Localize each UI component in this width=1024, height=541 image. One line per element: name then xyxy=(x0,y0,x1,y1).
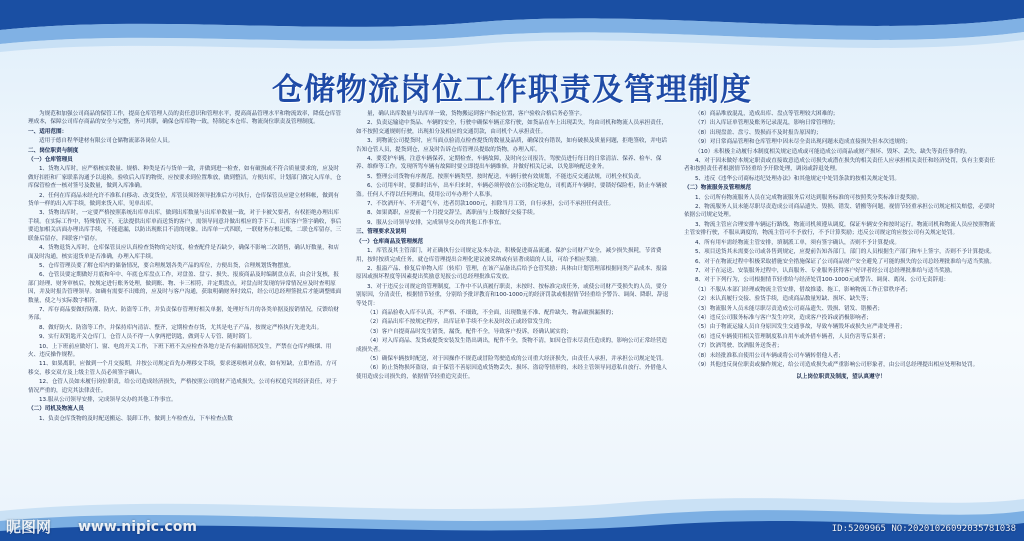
paragraph: 3、物流主管应合理安排车辆运行路线，物流司机须遵从调度，保证车辆安全和按时运行。物流司机和物流人员应按照物流主管安排行驶，不服从调度的，物流主管可不予放行，不予计算奖励；违反公司规定的应按公司有关规定处罚。 xyxy=(684,221,996,237)
paragraph: （4）对入库商品、发货或提货安装发生错出调出，配件不全，货物不清，如因仓管未尽责任造成的，影响公司正常经营造成损失者。 xyxy=(356,338,668,353)
paragraph: 6、对于在物流过程中积极采取措施安全措施保证了公司商品财产安全避免了可能的损失的公司总经理批准给与适当奖励。 xyxy=(695,258,996,265)
paragraph: 5、整理公司货物有序规范，按照车辆类型，按时配送，车辆行驶有效规划，不能违反交通法规，司机全权负责。 xyxy=(367,173,645,180)
paragraph: 3、对于违反公司规定的管理制度，工作中不认真履行职责，未按时、按标准完成任务，或使公司财产受损失的人员，要分别原因，分清责任，根据情节轻重，分别给予批评教育和100-1000元的经济罚款或根据情节轻重给予警告、调岗、降职、辞退等处罚： xyxy=(356,283,669,307)
paragraph: 1、货物入库时，应严格核实数量、规格、种类是否与货单一致，并做到进一检查，如有破损或不符合质量要求的，应及时做好扣拒和厂家联系沟通予以退换。验收后入库的物资，应按要求到位置堆放，做到整洁，方便出库，计划部门做完入库单，仓库保管检查一核对签号及数量，做到入库准确。 xyxy=(28,166,342,190)
paragraph: 1、负责仓库货物的及时配送搬运、装卸工作，做到上车检查点，下车检查点数 xyxy=(39,415,233,422)
paragraph: 1、公司所有物流服务人员在完成物流服务后对达到服务标准的可按照奖分奖标准计提奖励。 xyxy=(695,194,923,201)
section-heading: （一）仓库管理员 xyxy=(28,157,73,164)
section-heading: 二、岗位职责与制度 xyxy=(28,147,79,154)
paragraph: （5）确保车辆按时配送，对于因操作不规范或冒险驾驶造成的公司重大经济损失，由责任人承担，并承担公司规定处罚。 xyxy=(367,355,668,362)
paragraph: 10、上下班前应做好门、窗、电的开关工作，下班下班不关应检查各地方是否有漏雨情况发生，严禁在仓库内吸烟、用火、违反操作规程。 xyxy=(28,343,332,358)
top-wave-decoration xyxy=(0,0,1024,70)
paragraph: （3）客户自提商品时发生错货，漏货，配件不全，导致客户投诉，经确认属实的； xyxy=(367,328,572,335)
paragraph: （2）未认真履行交接、验货手续，造成商品数量短缺、损坏、缺失等； xyxy=(695,296,872,303)
paragraph: 7、对于在运送、安装服务过程中，认真服务、专业服务获得客户好评者经公司总经理批准给与适当奖励。 xyxy=(695,267,956,274)
paragraph: 2、报溢产品、修复后单物入库（转库）管理，在该产品备出后给予仓管奖励；具体由计划管理部根据同类产品成本、报溢原因或损坏程度等因素提出奖励意见报公司总经理批准后发放。 xyxy=(356,265,668,281)
paragraph: （7）出入库证单管理及账务记录混乱，影响日常管理的； xyxy=(695,120,839,127)
section-heading: （二）物流服务及管理规范 xyxy=(684,185,752,192)
paragraph: 5、仓库管理员要了解仓库内的储备情况，要合理规划各类产品的库位，方便出货，合理规划货物摆放。 xyxy=(39,262,295,269)
paragraph: 8、做好防火、防盗等工作，并保持库内清洁、整齐，定期检查存货，尤其是电子产品，按规定严格执行先进先出。 xyxy=(39,324,323,331)
paragraph: 2、负责运输途中货品、车辆的安全，行驶中确保车辆正常行驶，如货品在车上出现丢失，均由司机和物流人员承担责任，如不按照交通规则行驶，出现扣分及相应的交通罚款，由司机个人承担责任。 xyxy=(356,120,668,135)
paragraph: （4）违反公司服务标准与客户发生冲突，造成客户投诉或消极影响者； xyxy=(695,314,872,321)
paragraph: 6、公司用车时，要准时出车，出车归来时，车辆必须停放在公司指定地点，司机离开车辆时，要锁好保险柜，防止车辆被盗。任何人不得以任何理由，使用公司车办理个人私事。 xyxy=(356,183,668,198)
section-heading: （一）仓库商品及管理规范 xyxy=(356,238,424,245)
paragraph: （9）对日常商品管理和仓库管理中因未尽全责出现问题未造成直接损失但本次违规的； xyxy=(695,139,912,146)
content-columns xyxy=(28,110,998,510)
paragraph: 8、对于下列行为，公司根据情节轻重给与经济处罚100-1000元或警告、调岗、离岗、公司无责辞退： xyxy=(695,277,950,284)
paragraph: 7、库存商品要做好防潮、防火、防盗等工作，并负责保存管理好相关单据，处理好当月的各类单据及报销情况，反馈给财务部。 xyxy=(28,306,340,322)
closing-line: 以上岗位职责及制度，望认真遵守！ xyxy=(796,374,886,381)
paragraph: 3、货物出库时，一定要严格按照系统出库单出库，做到出库数量与出库单数量一致，对于卡被欠要者，有权拒绝办理出库手续。在实际工作中，特殊情况下，无法提供出库单而送货的客户，需领导同意并做出相应的手下工，出库客户签字确收，事后要追加相关店面办理出库手续，不能遗漏，以防出现账目不清的现象。出库单一式四联，一联财务存根记账，二联仓库留存，三联备后留存，四联客户留存。 xyxy=(28,210,342,242)
paragraph: （6）违反车辆使用相关管理制度私自用车或外借车辆者，人员伤害等后果者； xyxy=(695,333,889,340)
paragraph: （7）饮酒驾驶、饮酒服务送货者； xyxy=(695,343,783,350)
paragraph: （8）未经批准私自使用公司车辆或将公司车辆转借他人者； xyxy=(695,352,844,359)
column-3 xyxy=(684,110,998,510)
paragraph: 1、库管及其主管部门，对正确执行公司规定及本办法，积极促进商品流通、保护公司财产安全，减少损失损耗，节省费用，按时按质完成任务，就仓库管理提出合理化建议被采纳或有显著成绩的人员，可给予相应奖励。 xyxy=(356,248,662,263)
paragraph: 4、要爱护车辆，注意车辆保养，定期检查，车辆故障，及时向公司报告，驾驶员进行每日的日常清洁、保养、检车、保养、维修等工作。发现所驾车辆有故障时要立即提出车辆维修，并做好相关记录，以免影响配送业务。 xyxy=(356,156,662,171)
paragraph: 量，确认出库数量与出库单一致，货物搬运到客户指定位置，客户验收合格后务必签字。 xyxy=(367,111,586,117)
paragraph: （1）商品验收入库不认真，不严格、不细致，不全面，出现数量不准、配件缺失、物品破损漏损的； xyxy=(367,309,617,316)
paragraph: 3、到物流公司提货时，应当面点验清点检查提货的数量及品质，确保没有错误，如有破损及质量问题，拒绝签收，并电话告知仓管人员，提货到仓，应及时告诉仓库管理员提取的货物，办理入库。 xyxy=(356,138,668,153)
paragraph: 为规范和加强公司商品的保管工作，提高仓库管理人员的责任意识和管理水平，提高商品管理水平和物流效率，降低仓库管理成本，保障公司库存商品的安全与完整，务可其职，确保仓库库物一致，特制定本仓库、物流岗位职责及管理制度。 xyxy=(28,111,342,126)
column-1 xyxy=(28,110,342,510)
paragraph: 5、违反《违华公司商标违纪处理办法》和其他规定中处罚条款的按相关规定处罚。 xyxy=(695,175,900,182)
paragraph: 5、项目送货其未需要公司或各售到规定，应提前告知各部门，部门的人员根据生产部门和车上签字，否则不予计算提成。 xyxy=(695,249,996,256)
paragraph: 4、对于因未做好本规定职责或直接故意造成公司损失或潜在损失的相关责任人应承担相关责任和经济处罚，负有主要责任者和按照责任者根据情节轻重给予开除处理，调岗或辞退处理。 xyxy=(684,158,996,173)
watermark-logo: 昵图网 xyxy=(6,518,52,536)
paragraph: 2、任何在库商品未经允许不准私自移动、改变货位，库管员须经领导批准后方可执行，仓库保管员应建立材料帐，做到有货单一样的出入库手续，做到来货入库，见单出库。 xyxy=(28,192,340,208)
paragraph: 适用于德自程华建材有限公司仓储物流部各岗位人员。 xyxy=(39,138,174,145)
paragraph: （6）商品堆放混乱，造成出库、盘点等管理较大困难的； xyxy=(695,111,839,117)
paragraph: 9、服从公司领导安排，完成领导交办的其他工作事宜。 xyxy=(367,219,505,226)
paragraph: 2、物流服务人员未能尽职尽责造成公司商品遗失、毁损、错发、错搬等问题，视情节轻重承担公司规定相关赔偿，必要时依据公司规定处理。 xyxy=(684,204,996,219)
paragraph: （6）防止货物损坏盗窃，由于保管不善原因造成货物丢失、损坏、盗窃等情形的，未经主管领导同意私自放行、外借他人使用造成公司损失的，依据情节轻重追究责任。 xyxy=(356,365,668,380)
paragraph: 7、不饮酒开车、不开超气车，违者罚款1000元，扣除当月工资，自行承担，公司不承担任何责任。 xyxy=(367,201,615,208)
paragraph: （9）其他违反岗位职责或操作规定，给公司造成损失或严重影响公司形象者，由公司总经理提出相应处理和处罚。 xyxy=(695,361,979,368)
paragraph: （10）未积极主动履行本制度相关规定造成或可能造成公司商品或财产损坏、毁坏、丢失、缺失等责任事件的。 xyxy=(695,148,971,155)
paragraph: （8）出现盘盈、盘亏、毁损而不及时报告原因的； xyxy=(695,129,822,136)
section-heading: （二）司机及物流人员 xyxy=(28,406,84,413)
section-heading: 三、管理要求及说明 xyxy=(356,229,407,236)
paragraph: （5）由于物流运输人员自身原因发生交通事故，导致车辆毁坏或损失应严肃处理者； xyxy=(695,324,906,331)
column-2 xyxy=(356,110,670,510)
paragraph: 9、实行双钥匙开关仓库门，仓管人员不得一人拿两把钥匙，做到专人专管、随时锁门。 xyxy=(39,334,256,341)
watermark-url: www.nipic.com xyxy=(78,519,197,535)
paragraph: （1）不服从本部门经理或物流主管安排，借故推诿、拖工，影响物流工作正常秩序者； xyxy=(695,286,912,293)
section-heading: 一、适用范围： xyxy=(28,128,68,135)
paragraph: 13.服从公司领导安排，完成领导交办的其他工作事宜。 xyxy=(39,397,177,403)
watermark-id: ID:5209965 NO:20201026092035781038 xyxy=(831,524,1016,534)
paragraph: （3）物流服务人员未能尽职尽责造成公司商品遗失、毁损、错发、错搬者； xyxy=(695,305,884,312)
paragraph: 4、货物退货入库时，仓库保管员应认真检查货物的完好度，检查配件是否缺少，确保不影响二次销售，确认好数量，和店面及时沟通，核实退货单是否准确，办理入库手续。 xyxy=(28,245,340,260)
paragraph: 4、所有用车需经物流主管安排，填制派工单，须有签字确认，否则不予计算提成。 xyxy=(695,239,900,246)
paragraph: 12、仓管人员如未履行岗位职责，给公司造成经济损失，严格按照公司的财产造成损失，公司有权追究其经济责任，对于情况严重的，追究其法律责任。 xyxy=(28,379,337,394)
paragraph: （2）商品出库不按规定程序，出库证单手续不全未及时改正或经常发生的； xyxy=(367,319,556,326)
paragraph: 8、如果离职，应提前一个月提交辞呈，离职前与上级做好交接手续。 xyxy=(367,210,539,217)
paragraph: 11、如果离职，应做到一个月交接期，并按公司规定首先办理移交手续，要求逐项核对点收，如有短缺，立即查清，方可移交，移交双方及上级主管人员必须签字确认。 xyxy=(28,361,337,376)
page-title: 仓储物流岗位工作职责及管理制度 xyxy=(272,72,752,108)
paragraph: 6、仓管员要定期做好月底和年中、年底仓库盘点工作，对盘盈、盘亏、损失、报废商品及时编制盘点表，由会计复核，报部门经理、财务审核后，按规定进行账务处理，做到账、物、卡三相符，并定期盘点，对盘点时发现的异常情况应及时查明原因，并及时报告管理领导。如确有需要不出账的，应及时与客户沟通，获取明确财务时效后，经公司总经理签批后才能调整账面数量，使之与实际数字相符。 xyxy=(28,272,342,304)
